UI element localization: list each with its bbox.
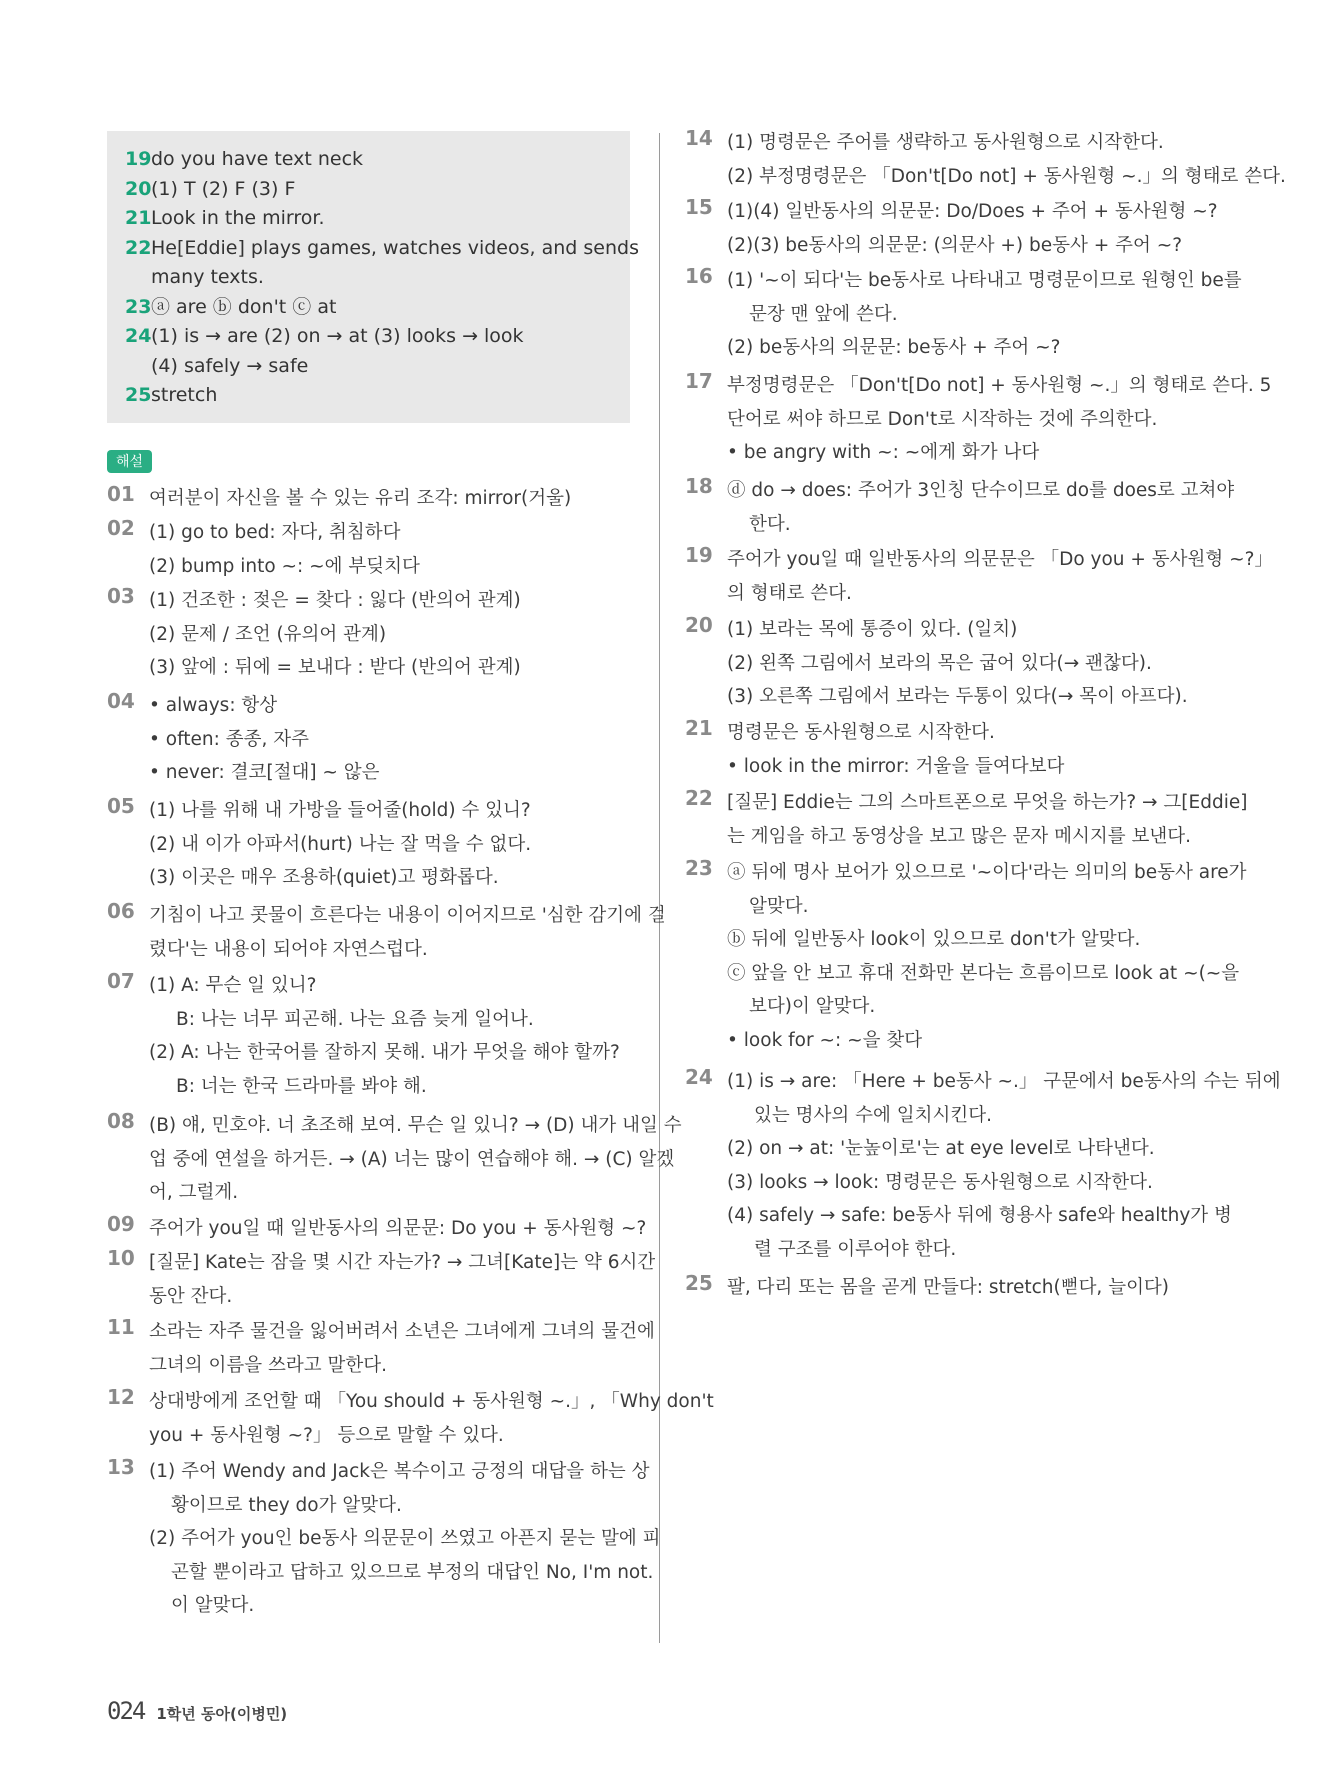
item-line: 한다.: [749, 513, 791, 535]
item-number: 19: [685, 543, 713, 567]
item-line: 렸다'는 내용이 되어야 자연스럽다.: [149, 938, 428, 960]
item-line: 문장 맨 앞에 쓴다.: [749, 303, 898, 325]
explanation-11: [107, 1315, 655, 1382]
item-number: 02: [107, 516, 135, 540]
explanation-18: [685, 474, 1235, 541]
answer-21: [125, 204, 620, 234]
item-line: 알맞다.: [749, 895, 809, 917]
item-line: 부정명령문은 「Don't[Do not] + 동사원형 ~.」의 형태로 쓴다. 5: [727, 375, 1272, 396]
item-number: 10: [107, 1246, 135, 1270]
item-number: 06: [107, 899, 135, 923]
item-line: 동안 잔다.: [149, 1285, 233, 1307]
answer-number: 25: [125, 384, 152, 406]
item-line: 는 게임을 하고 동영상을 보고 많은 문자 메시지를 보낸다.: [727, 825, 1191, 847]
answer-text: Look in the mirror.: [151, 207, 325, 229]
item-number: 04: [107, 689, 135, 713]
explanation-13: [107, 1455, 661, 1623]
answer-24-cont: (4) safely → safe: [151, 354, 309, 377]
answer-text: ⓐ are ⓑ don't ⓒ at: [151, 295, 337, 318]
item-line: • look for ~: ~을 찾다: [727, 1029, 923, 1051]
book-title: 1학년 동아(이병민): [156, 1705, 288, 1723]
item-line: (2) 문제 / 조언 (유의어 관계): [149, 623, 387, 645]
explanation-badge: 해설: [107, 450, 152, 473]
item-line: (3) 오른쪽 그림에서 보라는 두통이 있다(→ 목이 아프다).: [727, 686, 1188, 707]
item-number: 14: [685, 126, 713, 150]
item-line: (3) 앞에 : 뒤에 = 보내다 : 받다 (반의어 관계): [149, 657, 521, 678]
item-line: 여러분이 자신을 볼 수 있는 유리 조각: mirror(거울): [149, 488, 572, 509]
item-line: [질문] Eddie는 그의 스마트폰으로 무엇을 하는가? → 그[Eddie]: [727, 792, 1248, 813]
explanation-02: [107, 516, 630, 583]
answer-number: 22: [125, 236, 152, 259]
explanation-15: [685, 195, 1218, 262]
item-line: (1) is → are: 「Here + be동사 ~.」 구문에서 be동사의 수는 뒤에: [727, 1071, 1281, 1092]
answer-22: [125, 234, 639, 264]
answer-key-box: [107, 131, 639, 423]
answer-25: [125, 381, 620, 411]
item-line: 소라는 자주 물건을 잃어버려서 소년은 그녀에게 그녀의 물건에: [149, 1321, 655, 1342]
answer-number: 20: [125, 177, 152, 200]
answer-text: do you have text neck: [151, 148, 364, 170]
item-line: 그녀의 이름을 쓰라고 말한다.: [149, 1354, 387, 1376]
item-line: B: 너는 한국 드라마를 봐야 해.: [176, 1075, 427, 1097]
item-line: 상대방에게 조언할 때 「You should + 동사원형 ~.」, 「Why don't: [149, 1391, 714, 1412]
item-line: you + 동사원형 ~?」 등으로 말할 수 있다.: [149, 1424, 504, 1446]
item-number: 15: [685, 195, 713, 219]
explanation-04: [107, 689, 630, 790]
item-number: 16: [685, 264, 713, 288]
item-number: 03: [107, 584, 135, 608]
item-line: 의 형태로 쓴다.: [727, 582, 852, 604]
answer-22-cont: many texts.: [151, 266, 264, 288]
item-line: • often: 종종, 자주: [149, 728, 310, 750]
explanation-19: [685, 543, 1273, 610]
answer-23: [125, 293, 620, 323]
item-line: (3) looks → look: 명령문은 동사원형으로 시작한다.: [727, 1171, 1153, 1193]
item-line: ⓑ 뒤에 일반동사 look이 있으므로 don't가 알맞다.: [727, 929, 1141, 950]
item-line: (1) 건조한 : 젖은 = 찾다 : 잃다 (반의어 관계): [149, 590, 521, 611]
item-number: 09: [107, 1212, 135, 1236]
item-line: (B) 얘, 민호야. 너 초조해 보여. 무슨 일 있니? → (D) 내가 내일 수: [149, 1115, 682, 1136]
page-footer: [107, 1697, 287, 1725]
explanation-23: [685, 856, 1247, 1057]
explanation-06: [107, 899, 666, 966]
explanation-22: [685, 786, 1248, 853]
item-line: 있는 명사의 수에 일치시킨다.: [754, 1104, 992, 1126]
explanation-05: [107, 794, 630, 895]
item-line: (1) 명령문은 주어를 생략하고 동사원형으로 시작한다.: [727, 132, 1164, 153]
item-number: 18: [685, 474, 713, 498]
item-line: (2) 왼쪽 그림에서 보라의 목은 굽어 있다(→ 괜찮다).: [727, 652, 1152, 674]
item-number: 22: [685, 786, 713, 810]
item-line: 렬 구조를 이루어야 한다.: [754, 1238, 957, 1260]
item-line: • always: 항상: [149, 695, 278, 716]
item-line: (2) 주어가 you인 be동사 의문문이 쓰였고 아픈지 묻는 말에 피: [149, 1528, 661, 1549]
item-line: (2) 내 이가 아파서(hurt) 나는 잘 먹을 수 없다.: [149, 833, 532, 855]
item-line: (3) 이곳은 매우 조용하(quiet)고 평화롭다.: [149, 867, 499, 888]
explanation-24: [685, 1065, 1281, 1266]
item-line: 주어가 you일 때 일반동사의 의문문은 「Do you + 동사원형 ~?」: [727, 549, 1273, 570]
answer-19: [125, 145, 620, 175]
item-line: (1) '~이 되다'는 be동사로 나타내고 명령문이므로 원형인 be를: [727, 270, 1242, 291]
item-line: (2) 부정명령문은 「Don't[Do not] + 동사원형 ~.」의 형태로 쓴다.: [727, 165, 1286, 187]
item-line: 명령문은 동사원형으로 시작한다.: [727, 722, 995, 743]
item-line: (2) bump into ~: ~에 부딪치다: [149, 555, 420, 577]
explanation-01: [107, 482, 630, 516]
item-line: 보다)이 알맞다.: [749, 996, 876, 1017]
page-number: 024: [107, 1697, 145, 1725]
answer-20: [125, 175, 620, 205]
item-line: (1) 나를 위해 내 가방을 들어줄(hold) 수 있니?: [149, 800, 531, 821]
item-number: 20: [685, 613, 713, 637]
item-line: (4) safely → safe: be동사 뒤에 형용사 safe와 healthy가 병: [727, 1205, 1232, 1226]
item-line: (1) 보라는 목에 통증이 있다. (일치): [727, 619, 1018, 640]
explanation-08: [107, 1109, 682, 1210]
item-number: 01: [107, 482, 135, 506]
item-number: 24: [685, 1065, 713, 1089]
item-line: 황이므로 they do가 알맞다.: [171, 1494, 402, 1516]
item-line: 곤할 뿐이라고 답하고 있으므로 부정의 대답인 No, I'm not.: [171, 1561, 654, 1583]
item-line: (2) be동사의 의문문: be동사 + 주어 ~?: [727, 337, 1061, 358]
item-line: 주어가 you일 때 일반동사의 의문문: Do you + 동사원형 ~?: [149, 1218, 647, 1239]
item-line: • never: 결코[절대] ~ 않은: [149, 762, 380, 783]
item-line: [질문] Kate는 잠을 몇 시간 자는가? → 그녀[Kate]는 약 6시간: [149, 1252, 656, 1273]
answer-text: stretch: [151, 384, 218, 406]
answer-text: (1) T (2) F (3) F: [151, 177, 296, 200]
answer-number: 21: [125, 207, 152, 229]
item-line: (2) A: 나는 한국어를 잘하지 못해. 내가 무엇을 해야 할까?: [149, 1042, 620, 1063]
item-line: ⓓ do → does: 주어가 3인칭 단수이므로 do를 does로 고쳐야: [727, 480, 1235, 501]
item-line: (1) go to bed: 자다, 취침하다: [149, 522, 401, 543]
item-line: 어, 그럴게.: [149, 1182, 239, 1203]
explanation-12: [107, 1385, 714, 1452]
item-number: 05: [107, 794, 135, 818]
item-line: 팔, 다리 또는 몸을 곧게 만들다: stretch(뻗다, 늘이다): [727, 1277, 1170, 1298]
item-line: 이 알맞다.: [171, 1595, 255, 1616]
item-line: 단어로 써야 하므로 Don't로 시작하는 것에 주의한다.: [727, 408, 1158, 430]
explanation-03: [107, 584, 630, 685]
explanation-10: [107, 1246, 656, 1313]
explanation-09: [107, 1212, 647, 1246]
item-line: (1) 주어 Wendy and Jack은 복수이고 긍정의 대답을 하는 상: [149, 1461, 650, 1482]
explanation-17: [685, 369, 1272, 470]
item-line: 기침이 나고 콧물이 흐른다는 내용이 이어지므로 '심한 감기에 걸: [149, 905, 666, 926]
item-number: 08: [107, 1109, 135, 1133]
explanation-16: [685, 264, 1242, 365]
answer-number: 23: [125, 295, 152, 318]
item-number: 25: [685, 1271, 713, 1295]
item-number: 23: [685, 856, 713, 880]
item-line: ⓐ 뒤에 명사 보어가 있으므로 '~이다'라는 의미의 be동사 are가: [727, 862, 1247, 883]
explanation-25: [685, 1271, 1215, 1305]
item-line: • be angry with ~: ~에게 화가 나다: [727, 442, 1040, 463]
item-number: 17: [685, 369, 713, 393]
explanation-07: [107, 969, 630, 1103]
item-line: (1) A: 무슨 일 있니?: [149, 975, 317, 996]
explanation-14: [685, 126, 1286, 193]
explanation-21: [685, 716, 1215, 783]
answer-number: 24: [125, 325, 152, 347]
answer-24: [125, 322, 620, 352]
item-number: 11: [107, 1315, 135, 1339]
item-number: 13: [107, 1455, 135, 1479]
answer-number: 19: [125, 148, 152, 170]
item-line: ⓒ 앞을 안 보고 휴대 전화만 본다는 흐름이므로 look at ~(~을: [727, 962, 1240, 984]
item-line: B: 나는 너무 피곤해. 나는 요즘 늦게 일어나.: [176, 1008, 534, 1030]
item-number: 07: [107, 969, 135, 993]
item-number: 21: [685, 716, 713, 740]
item-line: (2) on → at: '눈높이로'는 at eye level로 나타낸다.: [727, 1138, 1155, 1159]
explanation-20: [685, 613, 1215, 714]
item-line: • look in the mirror: 거울을 들여다보다: [727, 755, 1065, 777]
item-line: (2)(3) be동사의 의문문: (의문사 +) be동사 + 주어 ~?: [727, 234, 1183, 256]
answer-text: (1) is → are (2) on → at (3) looks → look: [151, 325, 524, 347]
answer-text: He[Eddie] plays games, watches videos, and sends: [151, 236, 639, 259]
item-line: (1)(4) 일반동사의 의문문: Do/Does + 주어 + 동사원형 ~?: [727, 201, 1218, 222]
item-line: 업 중에 연설을 하거든. → (A) 너는 많이 연습해야 해. → (C) 알겠: [149, 1148, 675, 1170]
item-number: 12: [107, 1385, 135, 1409]
